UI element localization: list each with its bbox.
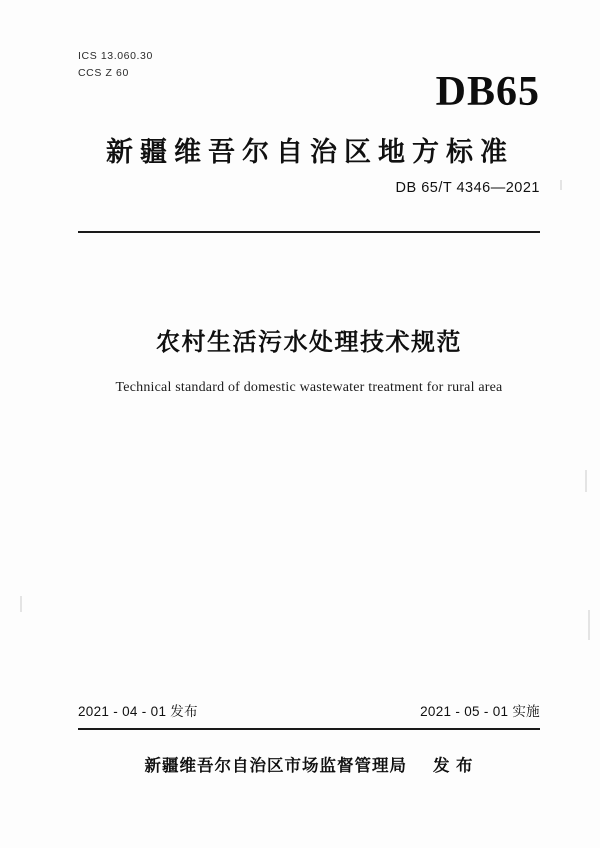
publisher-line — [78, 752, 540, 776]
ccs-code: CCS Z 60 — [78, 67, 129, 79]
divider-bottom — [78, 728, 540, 730]
ics-code: ICS 13.060.30 — [78, 50, 153, 62]
scan-artifact — [20, 596, 22, 612]
issue-date: 2021 - 04 - 01 发布 — [78, 704, 198, 719]
effective-date: 2021 - 05 - 01 实施 — [420, 704, 540, 719]
standard-logo: DB65 — [435, 69, 540, 115]
publisher-suffix: 发 布 — [432, 757, 474, 775]
ics-classification — [78, 48, 153, 82]
scan-artifact — [588, 610, 590, 640]
publisher-name: 新疆维吾尔自治区市场监督管理局 — [144, 757, 407, 775]
scan-artifact — [585, 470, 587, 492]
document-title-chinese: 农村生活污水处理技术规范 — [156, 329, 462, 356]
divider-top — [78, 231, 540, 233]
document-title-english: Technical standard of domestic wastewater treatment for rural area — [115, 380, 503, 395]
date-row — [78, 700, 540, 720]
standard-series-title: 新疆维吾尔自治区地方标准 — [106, 137, 514, 167]
standard-number: DB 65/T 4346—2021 — [395, 180, 540, 196]
scan-artifact — [560, 180, 562, 190]
cover-content — [78, 0, 540, 848]
